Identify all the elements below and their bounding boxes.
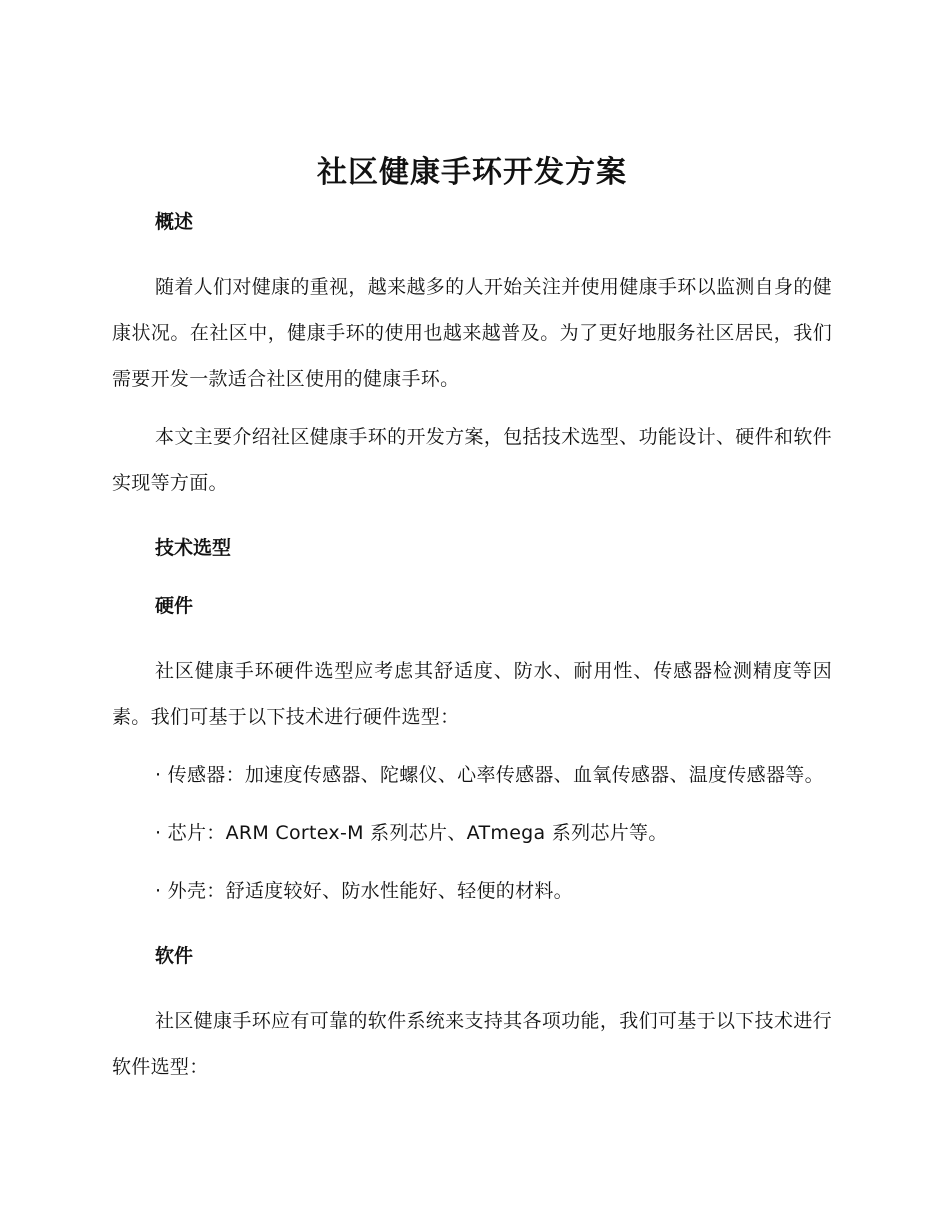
hardware-bullet-shell: · 外壳：舒适度较好、防水性能好、轻便的材料。 <box>155 880 573 902</box>
software-heading: 软件 <box>155 945 194 967</box>
hardware-bullet-chips: · 芯片：ARM Cortex-M 系列芯片、ATmega 系列芯片等。 <box>155 822 668 844</box>
overview-paragraph-2: 本文主要介绍社区健康手环的开发方案，包括技术选型、功能设计、硬件和软件实现等方面。 <box>112 426 832 494</box>
software-paragraph: 社区健康手环应有可靠的软件系统来支持其各项功能，我们可基于以下技术进行软件选型： <box>112 1010 832 1078</box>
hardware-bullet-sensors: · 传感器：加速度传感器、陀螺仪、心率传感器、血氧传感器、温度传感器等。 <box>155 764 824 786</box>
hardware-paragraph: 社区健康手环硬件选型应考虑其舒适度、防水、耐用性、传感器检测精度等因素。我们可基于以下技术进行硬件选型： <box>112 660 832 728</box>
tech-selection-heading: 技术选型 <box>155 537 232 559</box>
overview-paragraph-1: 随着人们对健康的重视，越来越多的人开始关注并使用健康手环以监测自身的健康状况。在社区中，健康手环的使用也越来越普及。为了更好地服务社区居民，我们需要开发一款适合社区使用的健康手环。 <box>112 276 832 390</box>
hardware-heading: 硬件 <box>155 595 194 617</box>
document-title: 社区健康手环开发方案 <box>317 155 627 190</box>
overview-heading: 概述 <box>155 211 194 233</box>
document-page <box>112 150 832 1090</box>
